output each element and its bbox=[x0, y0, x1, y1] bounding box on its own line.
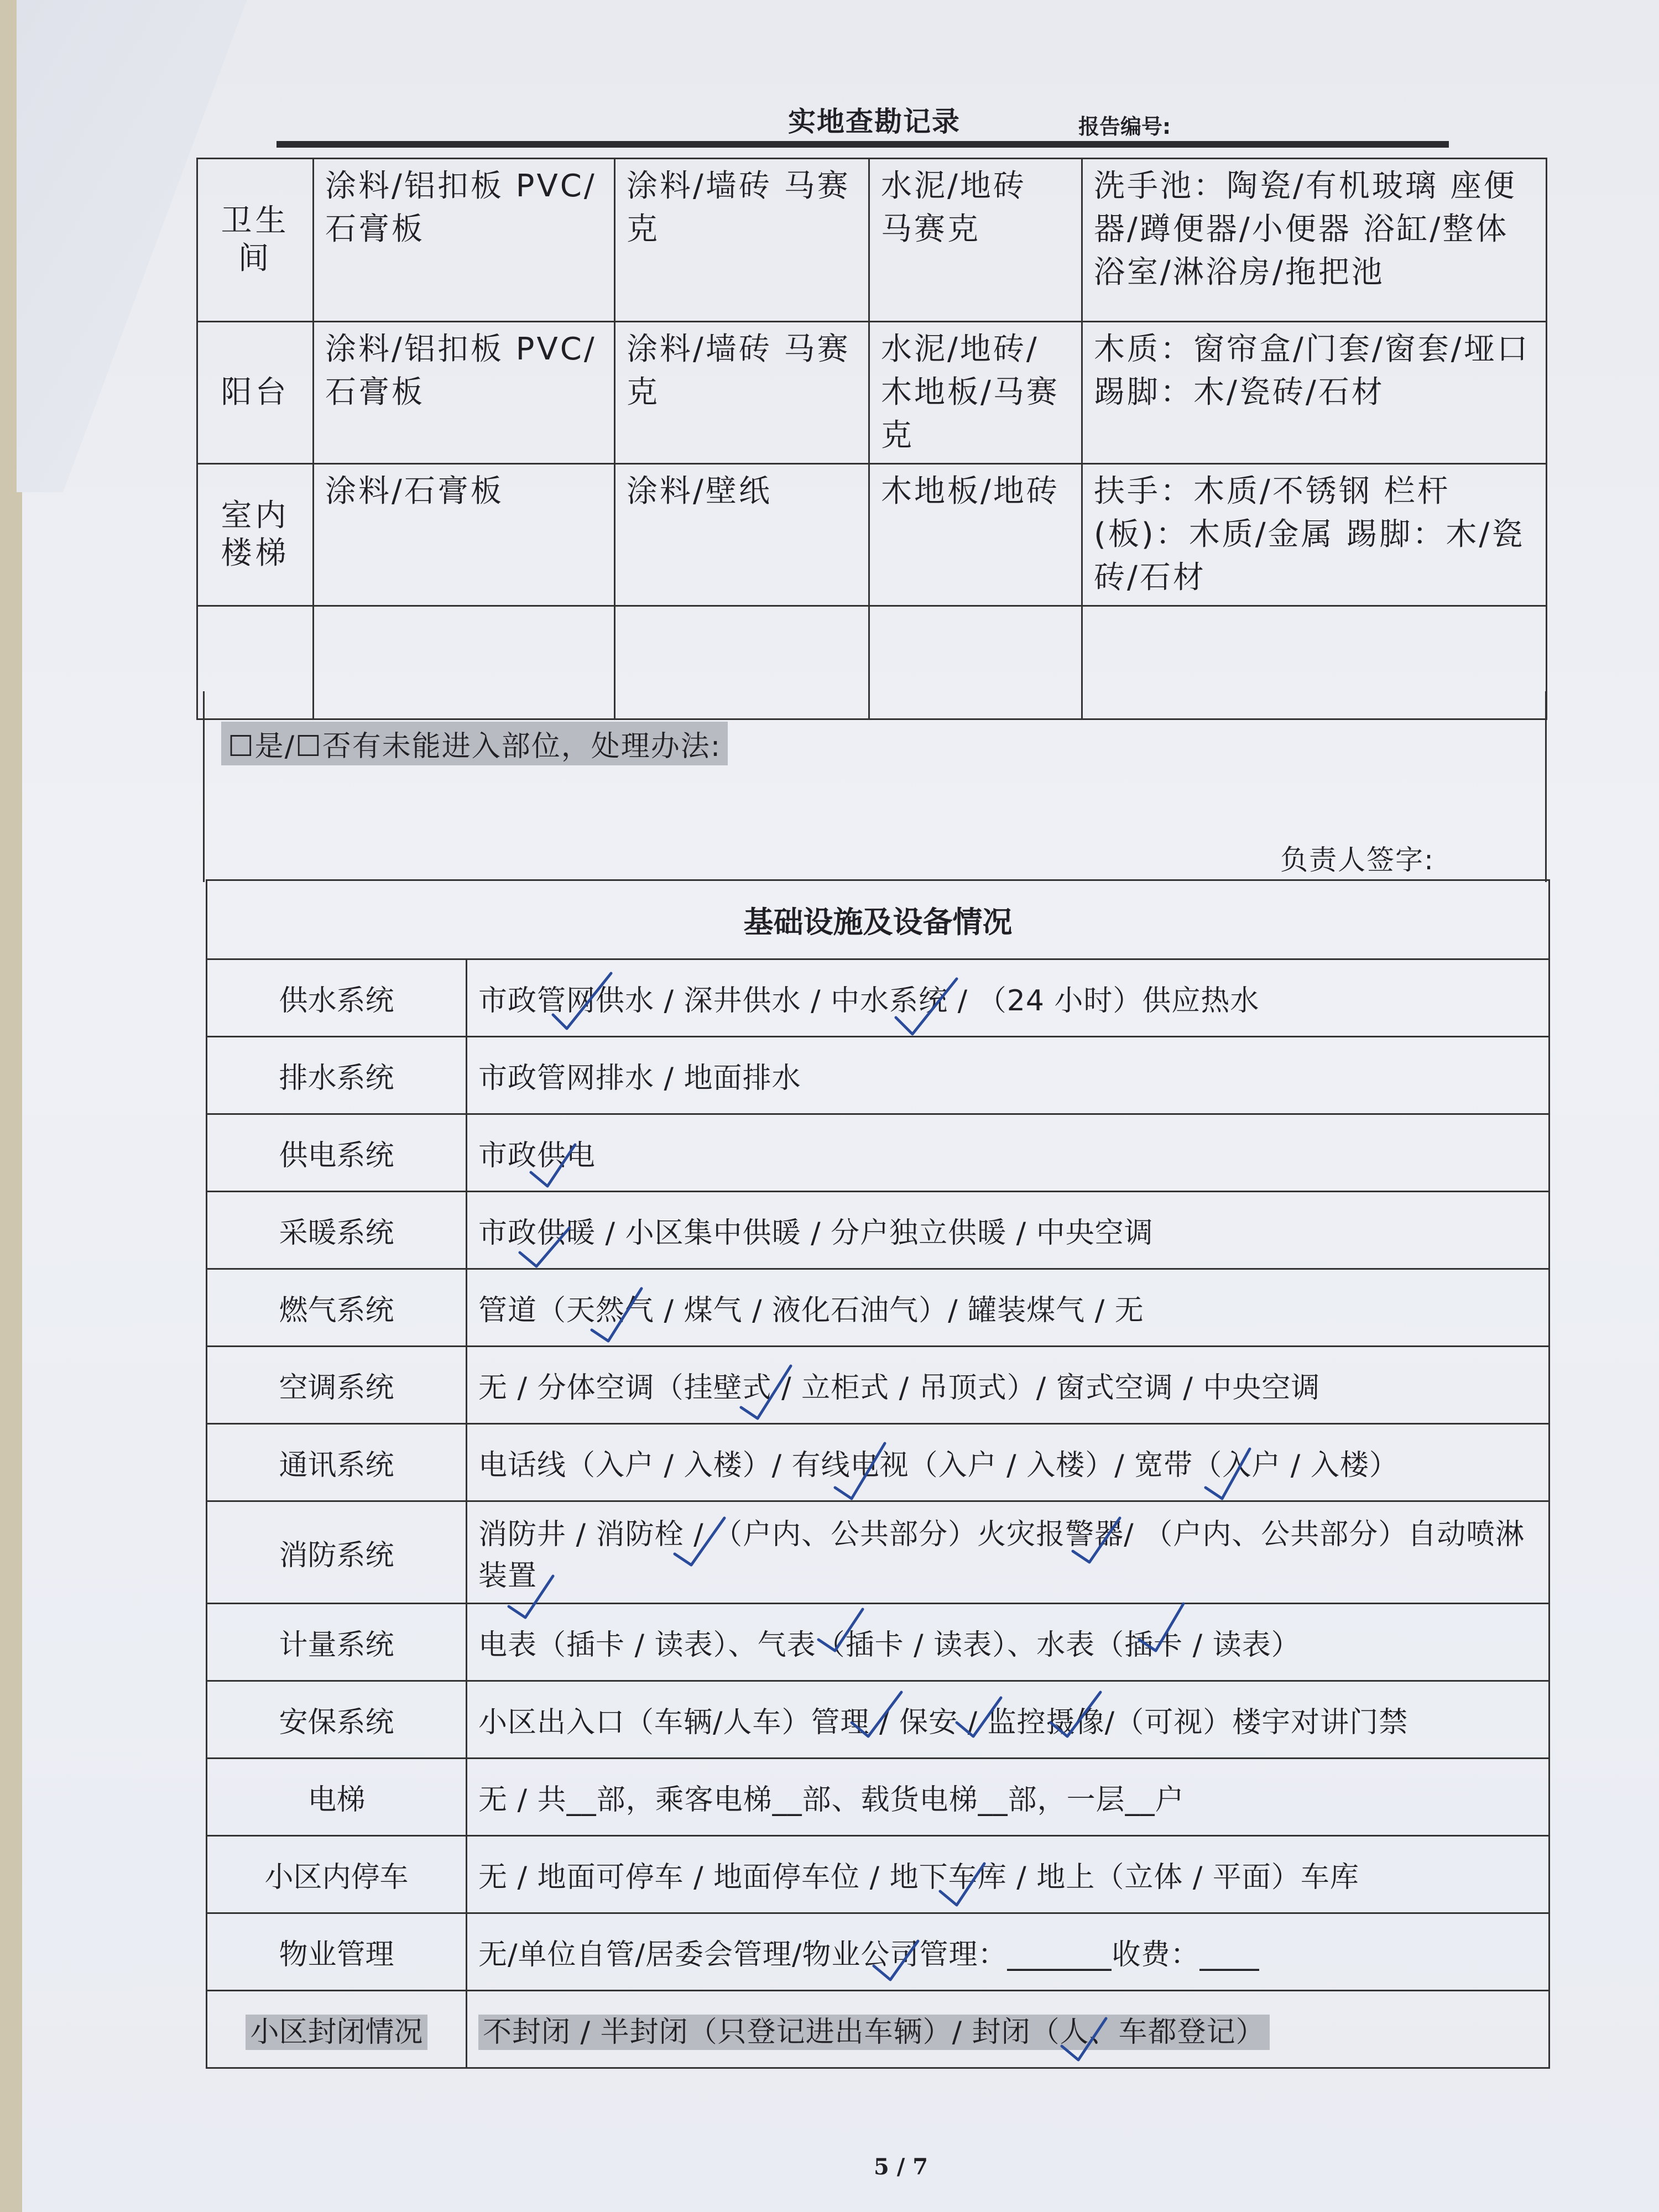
table-row bbox=[207, 1681, 1550, 1759]
inaccessible-area-question: ☐是/☐否有未能进入部位，处理办法: bbox=[221, 722, 728, 765]
table-row bbox=[207, 1347, 1550, 1424]
wall-cell: 涂料/墙砖 马赛克 bbox=[615, 322, 869, 464]
table-row bbox=[207, 1913, 1550, 1991]
row-label: 供电系统 bbox=[207, 1114, 467, 1192]
row-options: 市政供暖 / 小区集中供暖 / 分户独立供暖 / 中央空调 bbox=[467, 1192, 1550, 1269]
decoration-table bbox=[196, 158, 1547, 720]
decoration-row bbox=[197, 159, 1547, 322]
row-label: 安保系统 bbox=[207, 1681, 467, 1759]
other-cell: 木质：窗帘盒/门套/窗套/垭口 踢脚：木/瓷砖/石材 bbox=[1082, 322, 1547, 464]
table-row bbox=[207, 1424, 1550, 1501]
row-options: 消防井 / 消防栓 / （户内、公共部分）火灾报警器/ （户内、公共部分）自动喷淋装置 bbox=[467, 1501, 1550, 1604]
section-title: 基础设施及设备情况 bbox=[207, 880, 1550, 959]
responsible-signature-label: 负责人签字: bbox=[1280, 844, 1434, 876]
row-options: 无 / 分体空调（挂壁式 / 立柜式 / 吊顶式）/ 窗式空调 / 中央空调 bbox=[467, 1347, 1550, 1424]
table-row bbox=[207, 1759, 1550, 1836]
table-row bbox=[207, 1991, 1550, 2068]
floor-cell: 水泥/地砖/木地板/马赛克 bbox=[869, 322, 1082, 464]
ceiling-cell: 涂料/石膏板 bbox=[314, 464, 615, 606]
row-options-highlight: 不封闭 / 半封闭（只登记进出车辆）/ 封闭（人、车都登记） bbox=[478, 2015, 1270, 2050]
floor-cell: 水泥/地砖 马赛克 bbox=[869, 159, 1082, 322]
row-options: 电表（插卡 / 读表）、气表（插卡 / 读表）、水表（插卡 / 读表） bbox=[467, 1604, 1550, 1681]
row-label: 计量系统 bbox=[207, 1604, 467, 1681]
row-options: 电话线（入户 / 入楼）/ 有线电视（入户 / 入楼）/ 宽带（入户 / 入楼） bbox=[467, 1424, 1550, 1501]
table-row bbox=[207, 1114, 1550, 1192]
row-options: 无/单位自管/居委会管理/物业公司管理：_______收费：____ bbox=[467, 1913, 1550, 1991]
page-number: 5 / 7 bbox=[874, 2154, 928, 2180]
row-options: 市政管网供水 / 深井供水 / 中水系统 / （24 小时）供应热水 bbox=[467, 959, 1550, 1037]
ceiling-cell: 涂料/铝扣板 PVC/石膏板 bbox=[314, 322, 615, 464]
row-label bbox=[207, 1991, 467, 2068]
row-label: 消防系统 bbox=[207, 1501, 467, 1604]
room-name: 阳台 bbox=[197, 322, 314, 464]
row-options: 小区出入口（车辆/人车）管理 / 保安 / 监控摄像/（可视）楼宇对讲门禁 bbox=[467, 1681, 1550, 1759]
header-rule bbox=[276, 141, 1449, 148]
row-label: 电梯 bbox=[207, 1759, 467, 1836]
table-row bbox=[207, 959, 1550, 1037]
wall-cell: 涂料/壁纸 bbox=[615, 464, 869, 606]
room-name: 卫生间 bbox=[197, 159, 314, 322]
row-label: 燃气系统 bbox=[207, 1269, 467, 1347]
row-options: 无 / 地面可停车 / 地面停车位 / 地下车库 / 地上（立体 / 平面）车库 bbox=[467, 1836, 1550, 1913]
row-label: 采暖系统 bbox=[207, 1192, 467, 1269]
table-row bbox=[207, 1037, 1550, 1114]
row-label: 排水系统 bbox=[207, 1037, 467, 1114]
report-number-label: 报告编号: bbox=[1078, 114, 1171, 139]
document-page bbox=[22, 0, 1659, 2212]
table-row bbox=[207, 1501, 1550, 1604]
table-row bbox=[207, 1192, 1550, 1269]
table-row bbox=[207, 1836, 1550, 1913]
row-label: 通讯系统 bbox=[207, 1424, 467, 1501]
table-row bbox=[207, 1604, 1550, 1681]
ceiling-cell: 涂料/铝扣板 PVC/石膏板 bbox=[314, 159, 615, 322]
row-label: 供水系统 bbox=[207, 959, 467, 1037]
other-cell: 洗手池：陶瓷/有机玻璃 座便器/蹲便器/小便器 浴缸/整体浴室/淋浴房/拖把池 bbox=[1082, 159, 1547, 322]
row-options: 市政供电 bbox=[467, 1114, 1550, 1192]
row-label: 空调系统 bbox=[207, 1347, 467, 1424]
row-label-highlight: 小区封闭情况 bbox=[246, 2015, 427, 2050]
row-options bbox=[467, 1991, 1550, 2068]
row-options: 无 / 共__部，乘客电梯__部、载货电梯__部，一层__户 bbox=[467, 1759, 1550, 1836]
floor-cell: 木地板/地砖 bbox=[869, 464, 1082, 606]
infrastructure-table bbox=[206, 879, 1550, 2069]
decoration-row bbox=[197, 464, 1547, 606]
row-options: 管道（天然气 / 煤气 / 液化石油气）/ 罐装煤气 / 无 bbox=[467, 1269, 1550, 1347]
section-header-row bbox=[207, 880, 1550, 959]
wall-cell: 涂料/墙砖 马赛克 bbox=[615, 159, 869, 322]
table-row bbox=[207, 1269, 1550, 1347]
decoration-row bbox=[197, 322, 1547, 464]
other-cell: 扶手：木质/不锈钢 栏杆(板)：木质/金属 踢脚：木/瓷砖/石材 bbox=[1082, 464, 1547, 606]
inaccessible-area-box bbox=[203, 691, 1547, 882]
row-label: 小区内停车 bbox=[207, 1836, 467, 1913]
page-title: 实地查勘记录 bbox=[788, 106, 961, 138]
row-label: 物业管理 bbox=[207, 1913, 467, 1991]
row-options: 市政管网排水 / 地面排水 bbox=[467, 1037, 1550, 1114]
room-name: 室内楼梯 bbox=[197, 464, 314, 606]
